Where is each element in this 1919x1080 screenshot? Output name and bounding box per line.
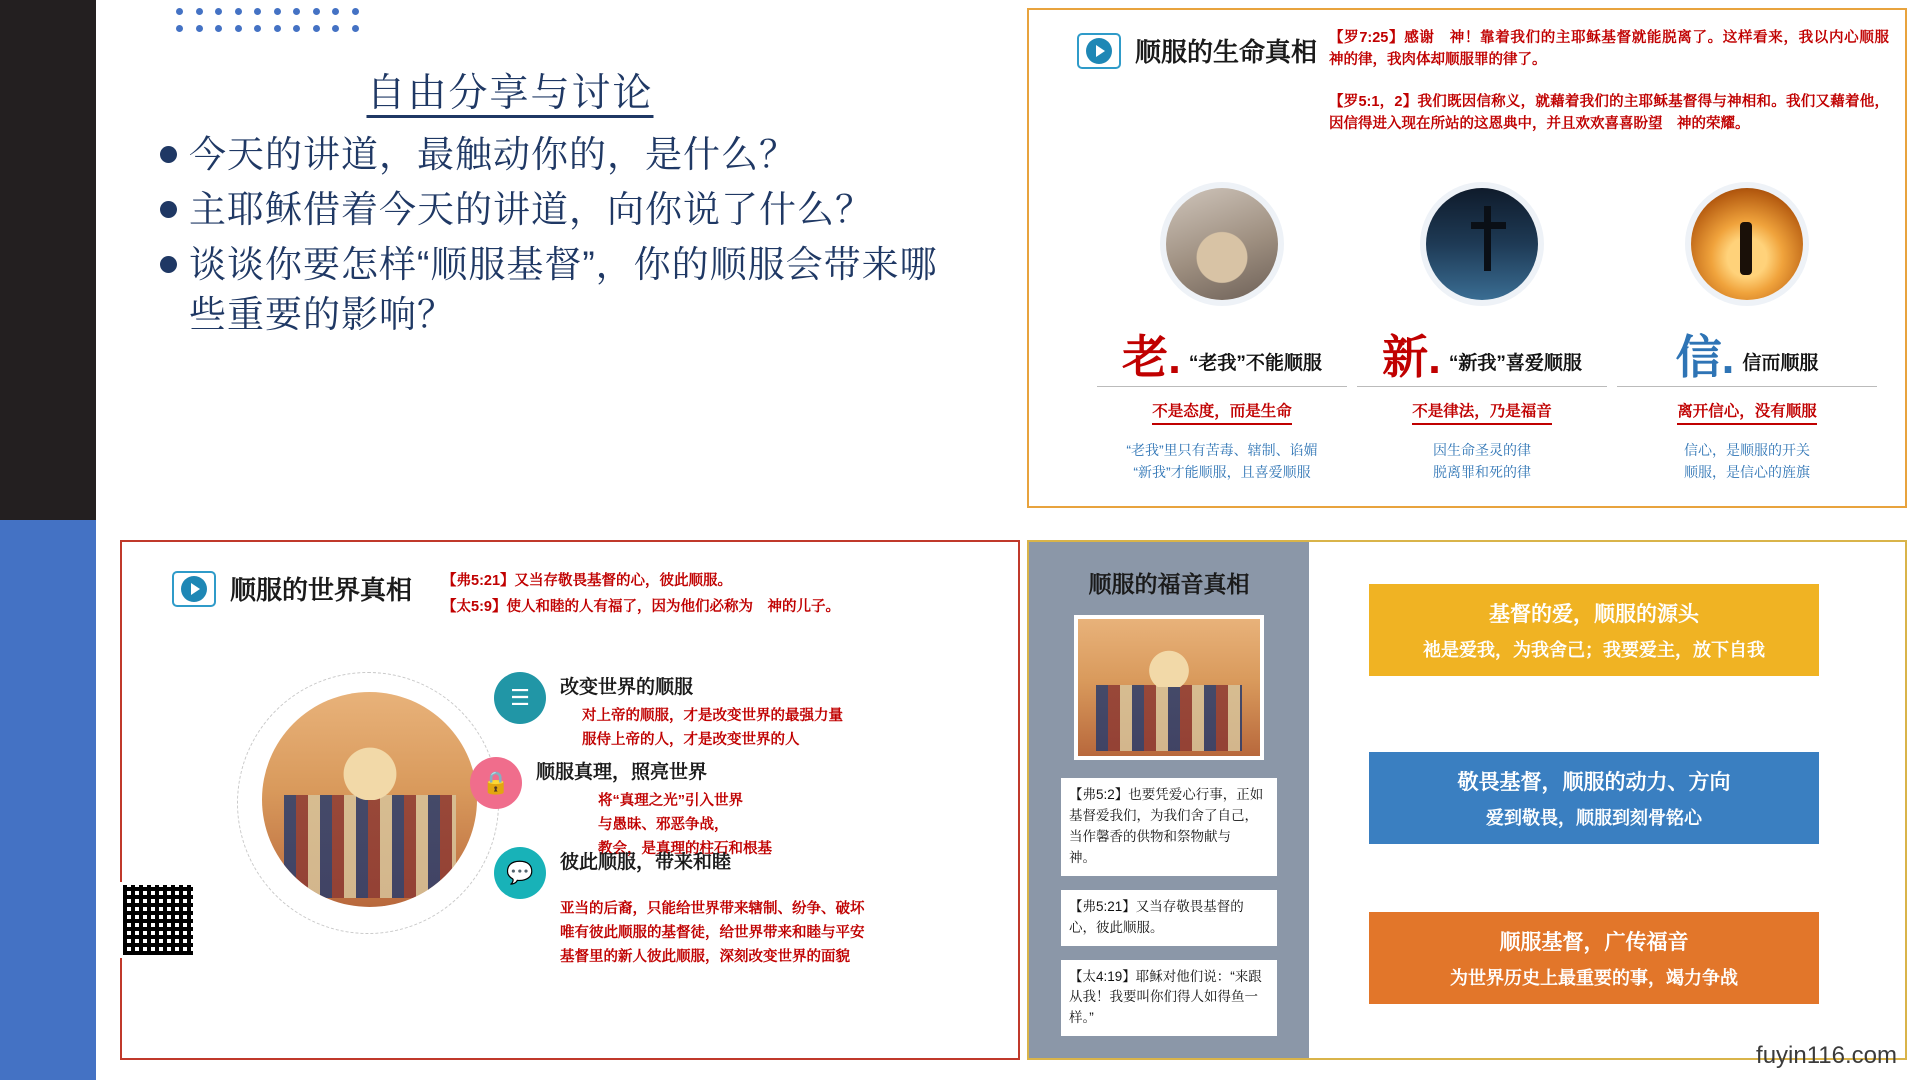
layers-icon: ☰ (494, 672, 546, 724)
life-truth-note-new-1: 因生命圣灵的律 (1433, 442, 1531, 458)
card-world-truth (120, 540, 1020, 1060)
world-truth-line-2-3: 教会，是真理的柱石和根基 (598, 840, 772, 857)
gospel-band-fear-line2: 爱到敬畏，顺服到刻骨铭心 (1486, 808, 1702, 828)
world-truth-line-2-1: 将“真理之光”引入世界 (598, 793, 743, 809)
moses-crowd-illustration (1074, 615, 1264, 760)
praise-sunset-photo (1685, 182, 1809, 306)
man-reading-bible-photo (1160, 182, 1284, 306)
watermark: fuyin116.com (1756, 1042, 1897, 1069)
verse-eph-5-21: 【弗5:21】又当存敬畏基督的心，彼此顺服。 (442, 573, 733, 589)
life-truth-column-old (1087, 182, 1357, 484)
bullet-dot-icon (160, 146, 177, 163)
life-truth-note-faith-2: 顺服，是信心的旌旗 (1684, 464, 1810, 481)
card-gospel-truth-title: 顺服的福音真相 (1088, 571, 1250, 597)
quote-eph-5-2: 【弗5:2】也要凭爱心行事，正如基督爱我们，为我们舍了自己，当作馨香的供物和祭物献与 神。 (1061, 778, 1277, 876)
lock-icon: 🔒 (470, 757, 522, 809)
bullet-dot-icon (160, 201, 177, 218)
card-world-truth-title: 顺服的世界真相 (230, 575, 413, 605)
card-world-truth-header (172, 570, 412, 607)
left-blue-bar (0, 520, 96, 1080)
list-item (160, 185, 950, 234)
world-truth-line-2-2: 与愚昧、邪恶争战， (598, 816, 729, 833)
qr-code (120, 882, 196, 958)
life-truth-heading-old: “老我”不能顺服 (1188, 353, 1322, 374)
gospel-band-obey-line1: 顺服基督，广传福音 (1499, 931, 1689, 954)
world-truth-line-3-1: 亚当的后裔，只能给世界带来辖制、纷争、破坏 (560, 901, 865, 917)
world-truth-line-3-3: 基督里的新人彼此顺服，深刻改变世界的面貌 (560, 948, 850, 965)
page-title: 自由分享与讨论 (366, 72, 654, 115)
life-truth-heading-new: “新我”喜爱顺服 (1448, 353, 1582, 374)
bullet-dot-icon (160, 256, 177, 273)
gospel-band-obey (1369, 912, 1819, 1004)
card-life-truth-header (1077, 32, 1317, 69)
gospel-band-obey-line2: 为世界历史上最重要的事，竭力争战 (1450, 968, 1738, 988)
discussion-bullet-list (160, 130, 950, 345)
life-truth-note-old-2: “新我”才能顺服，且喜爱顺服 (1133, 464, 1311, 481)
life-truth-column-faith (1607, 182, 1887, 484)
card-gospel-truth (1027, 540, 1907, 1060)
chat-icon: 💬 (494, 847, 546, 899)
quote-eph-5-21: 【弗5:21】又当存敬畏基督的心，彼此顺服。 (1061, 890, 1277, 946)
life-truth-redline-new: 不是律法，乃是福音 (1347, 399, 1617, 425)
big-char-old: 老. (1122, 331, 1181, 383)
verse-matt-5-9: 【太5:9】使人和睦的人有福了，因为他们必称为 神的儿子。 (442, 599, 840, 615)
quote-matt-4-19: 【太4:19】耶稣对他们说：“来跟从我！我要叫你们得人如得鱼一样。” (1061, 960, 1277, 1037)
gospel-band-love-line1: 基督的爱，顺服的源头 (1489, 603, 1699, 626)
world-truth-line-3-2: 唯有彼此顺服的基督徒，给世界带来和睦与平安 (560, 924, 865, 941)
bullet-text: 主耶稣借着今天的讲道，向你说了什么？ (189, 189, 873, 231)
world-truth-heading-3: 彼此顺服，带来和睦 (560, 852, 732, 873)
gospel-band-love-line2: 祂是爱我，为我舍己；我要爱主，放下自我 (1423, 640, 1765, 660)
verse-rom-5-1-2: 【罗5:1，2】我们既因信称义，就藉着我们的主耶稣基督得与神相和。我们又藉着他，因信得进入现在所站的这恩典中，并且欢欢喜喜盼望 神的荣耀。 (1329, 94, 1889, 132)
verse-rom-7-25: 【罗7:25】感谢 神！靠着我们的主耶稣基督就能脱离了。这样看来，我以内心顺服 神的律，我肉体却顺服罪的律了。 (1329, 30, 1904, 68)
card-life-truth-title: 顺服的生命真相 (1135, 37, 1318, 67)
list-item (160, 240, 950, 338)
gospel-band-love (1369, 584, 1819, 676)
world-truth-item-1 (494, 672, 974, 753)
bullet-text: 今天的讲道，最触动你的，是什么？ (189, 134, 797, 175)
play-icon (1077, 33, 1121, 69)
dot-grid-decoration (176, 8, 386, 48)
moses-crowd-illustration (262, 692, 477, 907)
life-truth-note-faith-1: 信心，是顺服的开关 (1684, 442, 1810, 458)
world-truth-line-1-1: 对上帝的顺服，才是改变世界的最强力量 (582, 708, 843, 724)
gospel-band-fear-line1: 敬畏基督，顺服的动力、方向 (1457, 771, 1731, 794)
left-dark-bar (0, 0, 96, 520)
life-truth-redline-old: 不是态度，而是生命 (1087, 399, 1357, 425)
world-truth-line-1-2: 服侍上帝的人，才是改变世界的人 (582, 731, 800, 748)
play-icon (172, 571, 216, 607)
list-item (160, 130, 950, 179)
gospel-truth-left-panel (1029, 542, 1309, 1058)
big-char-faith: 信. (1675, 331, 1735, 383)
big-char-new: 新. (1382, 331, 1441, 383)
life-truth-column-new (1347, 182, 1617, 484)
life-truth-redline-faith: 离开信心，没有顺服 (1607, 399, 1887, 425)
gospel-band-fear (1369, 752, 1819, 844)
life-truth-note-new-2: 脱离罪和死的律 (1433, 464, 1531, 481)
life-truth-heading-faith: 信而顺服 (1742, 353, 1819, 374)
world-truth-heading-1: 改变世界的顺服 (560, 677, 694, 698)
bullet-text: 谈谈你要怎样“顺服基督”，你的顺服会带来哪些重要的影响？ (189, 244, 938, 335)
world-truth-item-3 (494, 847, 994, 970)
card-life-truth (1027, 8, 1907, 508)
kneeling-at-cross-photo (1420, 182, 1544, 306)
world-truth-heading-2: 顺服真理，照亮世界 (536, 762, 708, 783)
life-truth-note-old-1: “老我”里只有苦毒、辖制、谄媚 (1126, 442, 1318, 458)
